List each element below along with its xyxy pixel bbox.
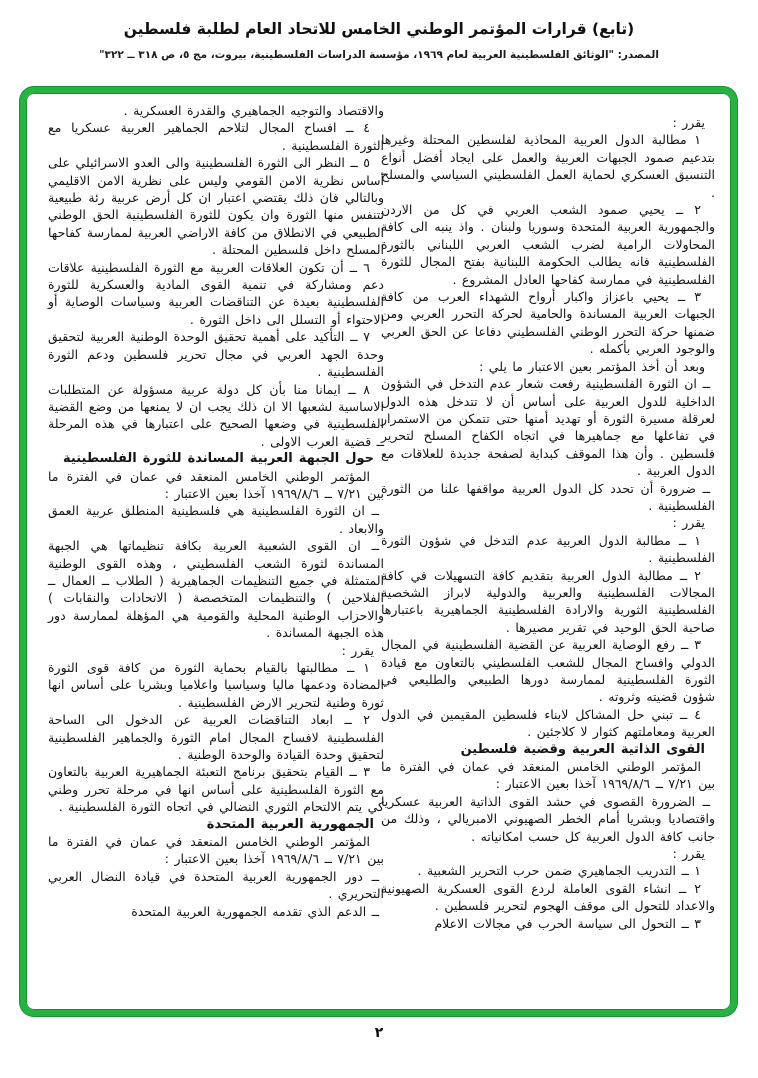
paragraph: ٢ ــ يحيي صمود الشعب العربي في كل من الاردن والجمهورية العربية المتحدة وسوريا ولبنان . واذ ينبه الى كافة المحاولات الرامية لضرب الشعب العربي اللبناني بالثورة الفلسطينية فانه يطالب الحكومة اللبنانية بفتح المجال للثورة الفلسطينية في ممارسة كفاحها العادل المشروع . [381, 202, 715, 287]
page-title: (تابع) قرارات المؤتمر الوطني الخامس للاتحاد العام لطلبة فلسطين [123, 20, 635, 38]
paragraph: وبعد أن أخذ المؤتمر بعين الاعتبار ما يلي : [479, 358, 705, 374]
source-citation: المصدر: "الوثائق الفلسطينية العربية لعام ١٩٦٩، مؤسسة الدراسات الفلسطينية، بيروت، مج ٥، ص ٣١٨ ــ ٣٢٢" [99, 49, 659, 61]
paragraph: ــ دور الجمهورية العربية المتحدة في قيادة النضال العربي التحريري . [48, 868, 384, 902]
document-frame [20, 87, 737, 1016]
section-heading: القوى الذاتية العربية وقضية فلسطين [460, 741, 705, 757]
paragraph: ٢ ــ ابعاد التناقضات العربية عن الدخول الى الساحة الفلسطينية لافساح المجال امام الثورة والجماهير الفلسطينية لتحقيق وحدة القيادة والوحدة الوطنية . [48, 712, 384, 763]
paragraph: المؤتمر الوطني الخامس المنعقد في عمان في الفترة ما بين ٧/٢١ ــ ١٩٦٩/٨/٦ آخذا بعين الاعتبار : [48, 468, 384, 501]
paragraph: ٣ ــ يحيي باعزاز واكبار أرواح الشهداء العرب من كافة الجبهات العربية المساندة والحامية لحركة التحرر العربي ومن ضمنها حركة التحرر الوطني الفلسطيني دفاعا عن الحق العربي والوجود العربي بأكمله . [381, 289, 715, 357]
page-number: ٢ [374, 1025, 384, 1041]
paragraph: ٥ ــ النظر الى الثورة الفلسطينية والى العدو الاسرائيلي على أساس نظرية الامن القومي وليس على نظرية الامن الاقليمي وبالتالي فان ذلك يقتضي اعتبار ان كل أرض عربية رئة طبيعية تتنفس منها الثورة وان يكون للثورة الفلسطينية الحق الوطني الطبيعي في الانطلاق من كافة الاراضي العربية لممارسة كفاحها المسلح داخل فلسطين المحتلة . [48, 155, 384, 258]
paragraph: ٢ ــ مطالبة الدول العربية بتقديم كافة التسهيلات في كافة المجالات الفلسطينية والعربية والدولية لابراز الشخصية الفلسطينية الثورية والارادة الفلسطينية الجماهيرية باعتبارها صاحبة الحق الوحيد في تقرير مصيرها . [381, 567, 715, 635]
paragraph: ــ ان القوى الشعبية العربية بكافة تنظيماتها هي الجبهة المساندة لثورة الشعب الفلسطيني ، وهذه القوى الوطنية المتمثلة في جميع التنظيمات الجماهيرية ( الطلاب ــ العمال ــ الفلاحين ) والتنظيمات المتخصصة ( الاتحادات والنقابات ) والاحزاب الوطنية المحلية والقومية هي المؤهلة لممارسة دور هذه الجبهة المساندة . [48, 538, 384, 641]
paragraph: ٨ ــ ايمانا منا بأن كل دولة عربية مسؤولة عن المتطلبات الاساسية لشعبها الا ان ذلك يجب ان لا يمنعها من وضع القضية الفلسطينية في وضعها الصحيح على اعتبارها في هذه المرحلة ــ قضية العرب الاولى . [48, 381, 384, 449]
paragraph: ١ ــ التدريب الجماهيري ضمن حرب التحرير الشعبية . [417, 863, 701, 879]
paragraph: يقرر : [672, 846, 705, 862]
paragraph: ٦ ــ أن تكون العلاقات العربية مع الثورة الفلسطينية علاقات دعم ومشاركة في تنمية القوى المادية والعسكرية للثورة الفلسطينية بعيدة عن التناقضات العربية وسياسات الوصاية أو الاحتواء أو التسلل الى داخل الثورة . [48, 259, 384, 327]
paragraph: ــ ان الثورة الفلسطينية هي فلسطينية المنطلق عربية العمق والابعاد . [48, 503, 384, 536]
paragraph: ٧ ــ التأكيد على أهمية تحقيق الوحدة الوطنية العربية لتحقيق وحدة الجهد العربي في مجال تحرير فلسطين ودعم الثورة الفلسطينية . [48, 329, 384, 380]
paragraph: ــ ان الثورة الفلسطينية رفعت شعار عدم التدخل في الشؤون الداخلية للدول العربية على أساس أن لا تتدخل هذه الدول لعرقلة مسيرة الثورة أو تهديد أمنها حتى تتمكن من الاستمرار في تفاعلها مع جماهيرها في اتجاه الكفاح المسلح لتحرير فلسطين . وأن هذا الموقف كبداية لصفحة جديدة للعلاقات مع الدول العربية . [381, 376, 715, 479]
paragraph: ــ الدعم الذي تقدمه الجمهورية العربية المتحدة [131, 903, 379, 919]
paragraph: يقرر : [672, 515, 705, 531]
section-heading: الجمهورية العربية المتحدة [206, 816, 374, 832]
paragraph: ٣ ــ القيام بتحقيق برنامج التعبئة الجماهيرية العربية بالتعاون مع الثورة الفلسطينية على أساس انها في مرحلة تحرر وطني كي يتم الالتحام الثوري النضالي في اتجاه الثورة الفلسطينية . [48, 764, 384, 815]
section-heading: حول الجبهة العربية المساندة للثورة الفلسطينية [63, 451, 374, 467]
text-column-right [381, 114, 715, 932]
paragraph: والاقتصاد والتوجيه الجماهيري والقدرة العسكرية . [123, 103, 384, 118]
paragraph: ــ ضرورة أن تحدد كل الدول العربية مواقفها علنا من الثورة الفلسطينية . [381, 480, 715, 513]
paragraph: المؤتمر الوطني الخامس المنعقد في عمان في الفترة ما بين ٧/٢١ ــ ١٩٦٩/٨/٦ آخذا بعين الاعتبار : [48, 834, 384, 867]
paragraph: يقرر : [341, 642, 374, 658]
paragraph: ٤ ــ تبني حل المشاكل لابناء فلسطين المقيمين في الدول العربية ومعاملتهم كثوار لا كلاجئين . [381, 706, 715, 740]
paragraph: يقرر : [672, 115, 705, 130]
paragraph: ٢ ــ انشاء القوى العاملة لردع القوى العسكرية الصهيونية والاعداد للتحول الى موقف الهجوم لتحرير فلسطين . [381, 880, 715, 914]
paragraph: ١ ــ مطالبة الدول العربية عدم التدخل في شؤون الثورة الفلسطينية . [381, 532, 715, 566]
text-column-left [48, 102, 384, 920]
paragraph: ٣ ــ التحول الى سياسة الحرب في مجالات الاعلام [434, 915, 701, 931]
paragraph: ــ الضرورة القصوى في حشد القوى الذاتية العربية عسكريا واقتصاديا وبشريا أمام الخطر الصهيوني الامبريالي ، وذلك من جانب كافة الدول العربية كل حسب امكانياته . [381, 793, 715, 844]
paragraph: ١ ــ مطالبتها بالقيام بحماية الثورة من كافة قوى الثورة المضادة ودعمها ماليا وسياسيا واعلاميا وبشريا على أساس انها ثورة وطنية لتحرير الارض الفلسطينية . [48, 660, 384, 710]
paragraph: ١ مطالبة الدول العربية المحاذية لفلسطين المحتلة وغيرها بتدعيم صمود الجبهات العربية والعمل على ايجاد أفضل أنواع التنسيق العسكري لحماية العمل الفلسطيني السياسي والمسلح . [381, 132, 715, 200]
paragraph: ٣ ــ رفع الوصاية العربية عن القضية الفلسطينية في المجال الدولي وافساح المجال للشعب الفلسطيني بالتعاون مع قيادة الثورة الفلسطينية لممارسة دورها الطبيعي والطليعي في شؤون قضيته وثروته . [381, 637, 715, 705]
paragraph: المؤتمر الوطني الخامس المنعقد في عمان في الفترة ما بين ٧/٢١ ــ ١٩٦٩/٨/٦ آخذا بعين الاعتبار : [381, 759, 715, 792]
paragraph: ٤ ــ افساح المجال لتلاحم الجماهير العربية عسكريا مع الثورة الفلسطينية . [48, 120, 384, 153]
